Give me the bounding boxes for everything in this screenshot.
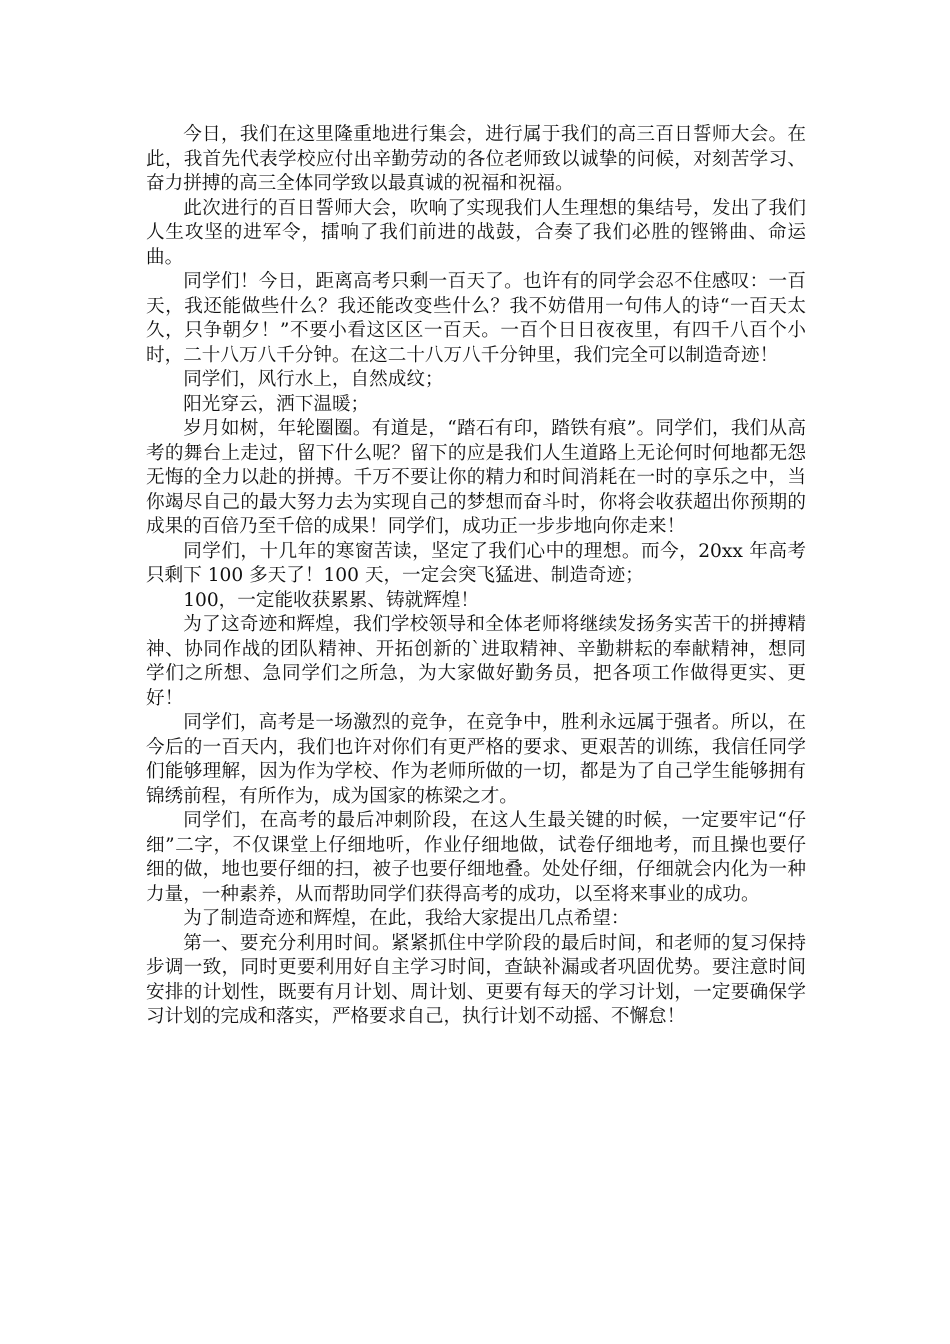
paragraph-teachers-commitment: 为了这奇迹和辉煌，我们学校领导和全体老师将继续发扬务实苦干的拼搏精神、协同作战的团队精神、开拓创新的`进取精神、辛勤耕耘的奉献精神，想同学们之所想、急同学们之所急，为大家做好勤务员，把各项工作做得更实、更好！ (146, 614, 806, 709)
paragraph-opening: 今日，我们在这里隆重地进行集会，进行属于我们的高三百日誓师大会。在此，我首先代表学校应付出辛勤劳动的各位老师致以诚挚的问候，对刻苦学习、奋力拼搏的高三全体同学致以最真诚的祝福和祝福。 (146, 124, 806, 194)
paragraph-sunshine: 阳光穿云，洒下温暖； (183, 393, 370, 415)
paragraph-ten-years: 同学们，十几年的寒窗苦读，坚定了我们心中的理想。而今，20xx 年高考只剩下 100 多天了！100 天，一定会突飞猛进、制造奇迹； (146, 540, 806, 586)
paragraph-hopes-intro: 为了制造奇迹和辉煌，在此，我给大家提出几点希望： (183, 908, 630, 929)
paragraph-hundred-days: 同学们！今日，距离高考只剩一百天了。也许有的同学会忍不住感叹：一百天，我还能做些什么？我还能改变些什么？我不妨借用一句伟人的诗“一百天太久，只争朝夕！”不要小看这区区一百天。一百个日日夜夜里，有四千八百个小时，二十八万八千分钟。在这二十八万八千分钟里，我们完全可以制造奇迹！ (146, 271, 806, 366)
paragraph-hundred-glory: 100，一定能收获累累、铸就辉煌！ (183, 589, 479, 611)
paragraph-competition: 同学们，高考是一场激烈的竞争，在竞争中，胜利永远属于强者。所以，在今后的一百天内，我们也许对你们有更严格的要求、更艰苦的训练，我信任同学们能够理解，因为作为学校、作为老师所做的一切，都是为了自己学生能够拥有锦绣前程，有所作为，成为国家的栋梁之才。 (146, 712, 806, 807)
paragraph-rally: 此次进行的百日誓师大会，吹响了实现我们人生理想的集结号，发出了我们人生攻坚的进军令，擂响了我们前进的战鼓，合奏了我们必胜的铿锵曲、命运曲。 (146, 197, 806, 268)
document-page (146, 123, 806, 1030)
paragraph-carefulness: 同学们，在高考的最后冲刺阶段，在这人生最关键的时候，一定要牢记“仔细”二字，不仅课堂上仔细地听，作业仔细地做，试卷仔细地考，而且操也要仔细的做，地也要仔细的扫，被子也要仔细地叠。处处仔细，仔细就会内化为一种力量，一种素养，从而帮助同学们获得高考的成功，以至将来事业的成功。 (146, 810, 806, 905)
paragraph-years-tree: 岁月如树，年轮圈圈。有道是，“踏石有印，踏铁有痕”。同学们，我们从高考的舞台上走过，留下什么呢？留下的应是我们人生道路上无论何时何地都无怨无悔的全力以赴的拼搏。千万不要让你的精力和时间消耗在一时的享乐之中，当你竭尽自己的最大努力去为实现自己的梦想而奋斗时，你将会收获超出你预期的成果的百倍乃至千倍的成果！同学们，成功正一步步地向你走来！ (146, 418, 806, 537)
paragraph-wind-water: 同学们，风行水上，自然成纹； (183, 369, 444, 390)
paragraph-first-hope: 第一、要充分利用时间。紧紧抓住中学阶段的最后时间，和老师的复习保持步调一致，同时更要利用好自主学习时间，查缺补漏或者巩固优势。要注意时间安排的计划性，既要有月计划、周计划、更要有每天的学习计划，一定要确保学习计划的完成和落实，严格要求自己，执行计划不动摇、不懈怠！ (146, 932, 806, 1027)
